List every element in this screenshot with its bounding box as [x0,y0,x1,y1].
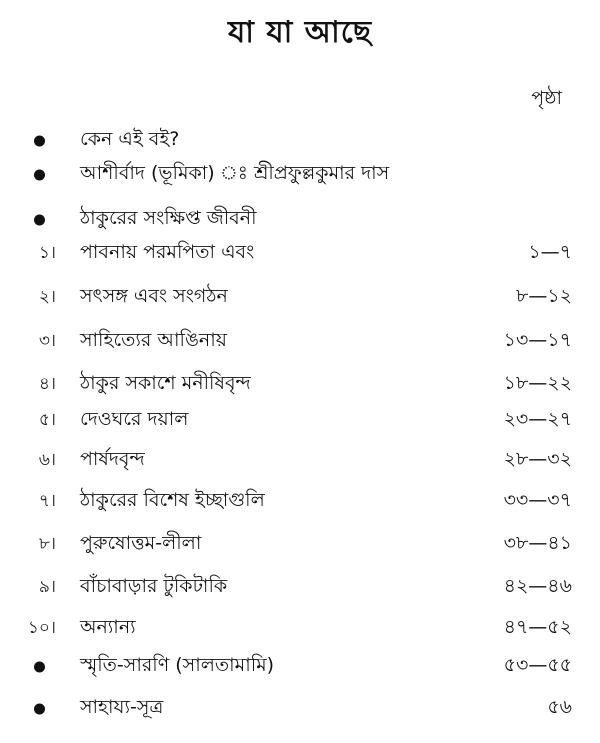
toc-entry-number: ৯। [38,577,56,597]
toc-entry-title: কেন এই বই? [80,128,180,150]
bullet-icon [34,704,45,715]
toc-entry-pages: ১৩—১৭ [503,329,572,351]
toc-entry [0,237,600,271]
page-title: যা যা আছে [227,15,373,50]
toc-entry-number: ৭। [38,491,56,511]
toc-entry-pages: ৪৭—৫২ [503,616,572,638]
toc-entry-pages: ৫৩—৫৫ [503,654,572,676]
toc-entry-pages: ৪২—৪৬ [503,575,572,597]
toc-entry-pages: ১৮—২২ [503,372,572,394]
toc-entry-title: দেওঘরে দয়াল [80,408,189,430]
toc-entry-pages: ১—৭ [528,241,572,263]
toc-entry-title: সাহিত্যের আঙিনায় [80,329,227,351]
toc-entry-pages: ২৩—২৭ [503,408,572,430]
toc-entry [0,124,600,158]
toc-entry-number: ৪। [38,374,56,394]
bullet-icon [34,136,45,147]
toc-entry-title: ঠাকুরের সংক্ষিপ্ত জীবনী [80,207,257,229]
toc-entry-pages: ৩৩—৩৭ [503,489,572,511]
toc-entry-title: স্মৃতি-সারণি (সালতামামি) [80,654,275,676]
toc-entry-number: ১। [38,243,56,263]
toc-entry-title: সৎসঙ্গ এবং সংগঠন [80,285,228,307]
toc-entry-number: ৬। [38,450,56,470]
toc-entry-title: পার্ষদবৃন্দ [80,448,145,470]
toc-entry-pages: ৩৮—৪১ [503,532,572,554]
toc-entry-title: আশীর্বাদ (ভূমিকা) ঃ শ্রীপ্রফুল্লকুমার দাস [80,162,390,184]
toc-entry [0,485,600,519]
toc-entry-title: বাঁচাবাড়ার টুকিটাকি [80,575,228,597]
toc-entry-title: পাবনায় পরমপিতা এবং [80,241,255,263]
toc-entry [0,444,600,478]
toc-entry-pages: ২৮—৩২ [503,448,572,470]
toc-entry [0,612,600,646]
toc-entry [0,325,600,359]
toc-entry [0,650,600,684]
toc-entry [0,203,600,237]
toc-entry-pages: ৮—১২ [515,285,572,307]
bullet-icon [34,215,45,226]
page-column-label: পৃষ্ঠা [531,87,562,109]
toc-entry [0,158,600,192]
toc-entry-pages: ৫৬ [547,696,572,718]
toc-entry-title: পুরুষোত্তম-লীলা [80,532,202,554]
toc-entry-title: অন্যান্য [80,616,136,638]
toc-entry-number: ৩। [38,331,56,351]
toc-entry-number: ৮। [38,534,56,554]
toc-entry [0,528,600,562]
toc-entry-number: ১০। [27,618,56,638]
toc-entry [0,404,600,438]
toc-entry-number: ২। [38,287,56,307]
bullet-icon [34,662,45,673]
toc-entry-title: ঠাকুরের বিশেষ ইচ্ছাগুলি [80,489,265,511]
toc-entry-number: ৫। [38,410,56,430]
toc-entry [0,281,600,315]
toc-entry [0,692,600,726]
toc-entry [0,571,600,605]
toc-entry-title: ঠাকুর সকাশে মনীষিবৃন্দ [80,372,251,394]
toc-entry-title: সাহায্য-সূত্র [80,696,164,718]
toc-entry [0,368,600,402]
bullet-icon [34,170,45,181]
